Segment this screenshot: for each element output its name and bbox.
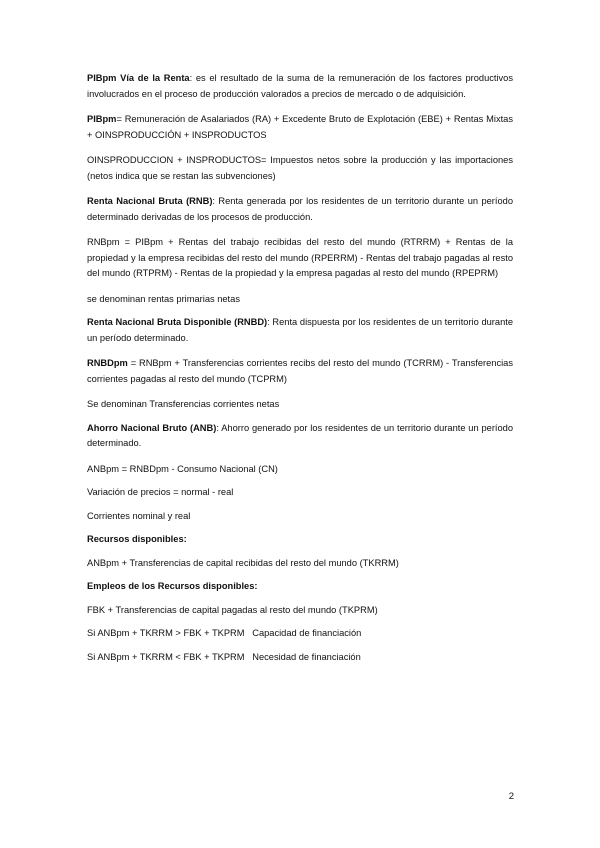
paragraph-text: Se denominan Transferencias corrientes netas: [87, 399, 280, 409]
formula-text: = RNBpm + Transferencias corrientes recibs del resto del mundo (TCRRM) - Transferencias corrientes pagadas al resto del mundo (TCPRM): [87, 358, 513, 384]
paragraph-rentas-primarias: [87, 292, 513, 308]
paragraph-pibpm-formula: [87, 112, 513, 143]
formula-text: = Remuneración de Asalariados (RA) + Excedente Bruto de Explotación (EBE) + Rentas Mixtas + OINSPRODUCCIÓN + INSPRODUCTOS: [87, 114, 513, 140]
paragraph-rnbdpm-formula: [87, 356, 513, 387]
formula-text: Si ANBpm + TKRRM > FBK + TKPRM Capacidad de financiación: [87, 628, 362, 638]
paragraph-anbpm-formula: [87, 462, 513, 478]
paragraph-anb: [87, 421, 513, 452]
heading-recursos-disponibles: [87, 532, 513, 548]
definition-text: : Renta dispuesta por los residentes de un territorio durante un período determinado.: [87, 317, 513, 343]
paragraph-text: Variación de precios = normal - real: [87, 487, 234, 497]
paragraph-impuestos: [87, 153, 513, 184]
formula-text: ANBpm = RNBDpm - Consumo Nacional (CN): [87, 463, 278, 474]
formula-text: Si ANBpm + TKRRM < FBK + TKPRM Necesidad de financiación: [87, 651, 361, 662]
term-rnb: Renta Nacional Bruta (RNB): [87, 196, 213, 206]
term-rnbdpm: RNBDpm: [87, 358, 128, 368]
definition-text: : Ahorro generado por los residentes de un territorio durante un período determinado.: [87, 422, 514, 448]
definition-text: : Renta generada por los residentes de un territorio durante un período determinado derivadas de los procesos de producción.: [87, 196, 513, 222]
paragraph-empleos-formula: [87, 603, 513, 619]
formula-text: FBK + Transferencias de capital pagadas al resto del mundo (TKPRM): [87, 604, 378, 615]
paragraph-transferencias-netas: [87, 397, 513, 413]
paragraph-variacion-precios: [87, 485, 513, 501]
heading-text: Empleos de los Recursos disponibles:: [87, 581, 258, 591]
paragraph-pib-renta: [87, 71, 513, 102]
formula-text: RNBpm = PIBpm + Rentas del trabajo recibidas del resto del mundo (RTRRM) + Rentas de la propiedad y la empresa recibidas del resto del mundo (RPERRM) - Rentas del trabajo pagadas al resto del mundo (RTPRM) - Rentas de la propiedad y la empresa pagadas al resto del mundo (RPEPRM): [87, 237, 513, 278]
formula-text: ANBpm + Transferencias de capital recibidas del resto del mundo (TKRRM): [87, 557, 399, 568]
paragraph-rnb: [87, 194, 513, 225]
definition-text: : es el resultado de la suma de la remuneración de los factores productivos involucrados en el proceso de producción valorados a precios de mercado o de adquisición.: [87, 73, 513, 99]
term-pibpm-renta: PIBpm Vía de la Renta: [87, 73, 190, 83]
paragraph-capacidad-financiacion: [87, 626, 513, 642]
page-number: 2: [508, 791, 514, 802]
term-anb: Ahorro Nacional Bruto (ANB): [87, 422, 217, 433]
term-rnbd: Renta Nacional Bruta Disponible (RNBD): [87, 317, 268, 327]
heading-text: Recursos disponibles:: [87, 534, 187, 544]
paragraph-text: OINSPRODUCCION + INSPRODUCTOS= Impuestos netos sobre la producción y las importaciones (netos indica que se restan las subvenciones): [87, 155, 513, 181]
paragraph-text: Corrientes nominal y real: [87, 510, 191, 521]
heading-empleos-recursos: [87, 579, 513, 595]
paragraph-rnbpm-formula: [87, 235, 513, 282]
paragraph-corrientes: [87, 509, 513, 525]
paragraph-necesidad-financiacion: [87, 650, 513, 666]
paragraph-rnbd: [87, 315, 513, 346]
term-pibpm: PIBpm: [87, 114, 117, 124]
paragraph-recursos-formula: [87, 556, 513, 572]
paragraph-text: se denominan rentas primarias netas: [87, 293, 240, 304]
